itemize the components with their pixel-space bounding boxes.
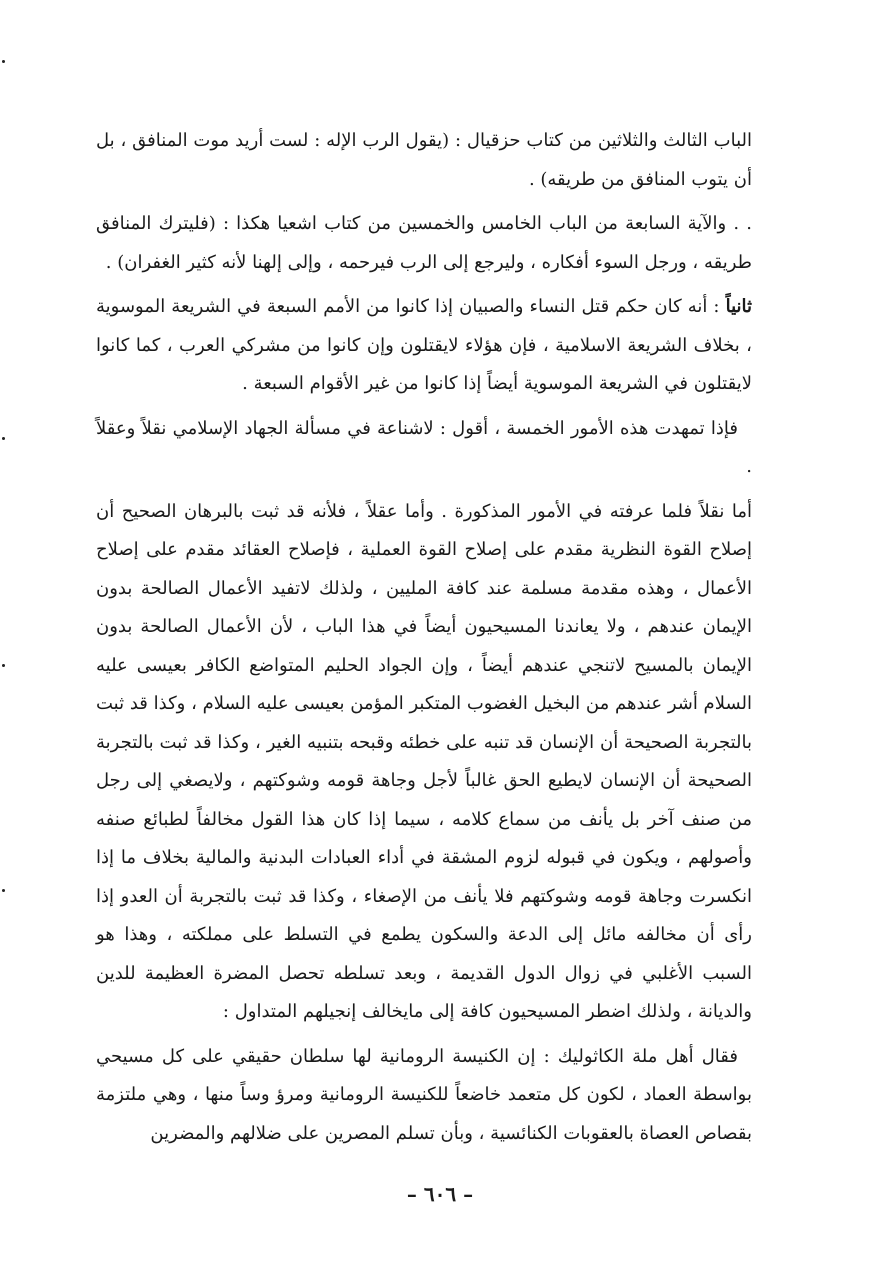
scan-edge-mark [2, 889, 5, 892]
paragraph [96, 122, 752, 199]
paragraph-text: الباب الثالث والثلاثين من كتاب حزقيال : (يقول الرب الإله : لست أريد موت المنافق ، بل أن يتوب المنافق من طريقه) . [96, 130, 752, 190]
paragraph-lead-word: ثانياً [725, 296, 752, 317]
scan-edge-mark [2, 60, 5, 63]
paragraph [96, 205, 752, 282]
scan-edge-mark [2, 437, 5, 440]
scan-edge-mark [2, 664, 5, 667]
body-text [96, 122, 752, 1159]
paragraph-text: فقال أهل ملة الكاثوليك : إن الكنيسة الرومانية لها سلطان حقيقي على كل مسيحي بواسطة العماد ، لكون كل متعمد خاضعاً للكنيسة الرومانية ومرؤ وساً منها ، وهي ملتزمة بقصاص العصاة بالعقوبات الكنائسية ، وبأن تسلم المصرين على ضلالهم والمضرين [96, 1045, 752, 1144]
paragraph [96, 1038, 752, 1154]
page-number: – ٦٠٦ – [406, 1182, 474, 1206]
paragraph-text: أما نقلاً فلما عرفته في الأمور المذكورة . وأما عقلاً ، فلأنه قد ثبت بالبرهان الصحيح أن إصلاح القوة النظرية مقدم على إصلاح القوة العملية ، فإصلاح العقائد مقدم على إصلاح الأعمال ، وهذه مقدمة مسلمة عند كافة المليين ، ولذلك لاتفيد الأعمال الصالحة بدون الإيمان عندهم ، ولا يعاندنا المسيحيون أيضاً في هذا الباب ، لأن الأعمال الصالحة بدون الإيمان بالمسيح لاتنجي عندهم أيضاً ، وإن الجواد الحليم المتواضع الكافر بعيسى عليه السلام أشر عندهم من البخيل الغضوب المتكبر المؤمن بعيسى عليه السلام ، وكذا قد ثبت بالتجربة الصحيحة أن الإنسان قد تنبه على خطئه وقبحه بتنبيه الغير ، وكذا قد ثبت بالتجربة الصحيحة أن الإنسان لايطيع الحق غالباً لأجل وجاهة قومه وشوكتهم ، ولايصغي إلى رجل من صنف آخر بل يأنف من سماع كلامه ، سيما إذا كان هذا القول مخالفاً لطبائع صنفه وأصولهم ، ويكون في قبوله لزوم المشقة في أداء العبادات البدنية والمالية بخلاف ما إذا انكسرت وجاهة قومه وشوكتهم فلا يأنف من الإصغاء ، وكذا قد ثبت بالتجربة أن العدو إذا رأى أن مخالفه مائل إلى الدعة والسكون يطمع في التسلط على مملكته ، وهذا هو السبب الأغلبي في زوال الدول القديمة ، وبعد تسلطه تحصل المضرة العظيمة للدين والديانة ، ولذلك اضطر المسيحيون كافة إلى مايخالف إنجيلهم المتداول : [96, 500, 752, 1022]
paragraph [96, 288, 752, 404]
paragraph-text: . . والآية السابعة من الباب الخامس والخمسين من كتاب اشعيا هكذا : (فليترك المنافق طريقه ، ورجل السوء أفكاره ، وليرجع إلى الرب فيرحمه ، وإلى إلهنا لأنه كثير الغفران) . [96, 213, 752, 273]
paragraph [96, 410, 752, 487]
paragraph [96, 493, 752, 1032]
paragraph-text: فإذا تمهدت هذه الأمور الخمسة ، أقول : لاشناعة في مسألة الجهاد الإسلامي نقلاً وعقلاً . [96, 417, 752, 477]
paragraph-text: : أنه كان حكم قتل النساء والصبيان إذا كانوا من الأمم السبعة في الشريعة الموسوية ، بخلاف الشريعة الاسلامية ، فإن هؤلاء لايقتلون وإن كانوا من مشركي العرب ، كما كانوا لايقتلون في الشريعة الموسوية أيضاً إذا كانوا من غير الأقوام السبعة . [96, 296, 752, 394]
